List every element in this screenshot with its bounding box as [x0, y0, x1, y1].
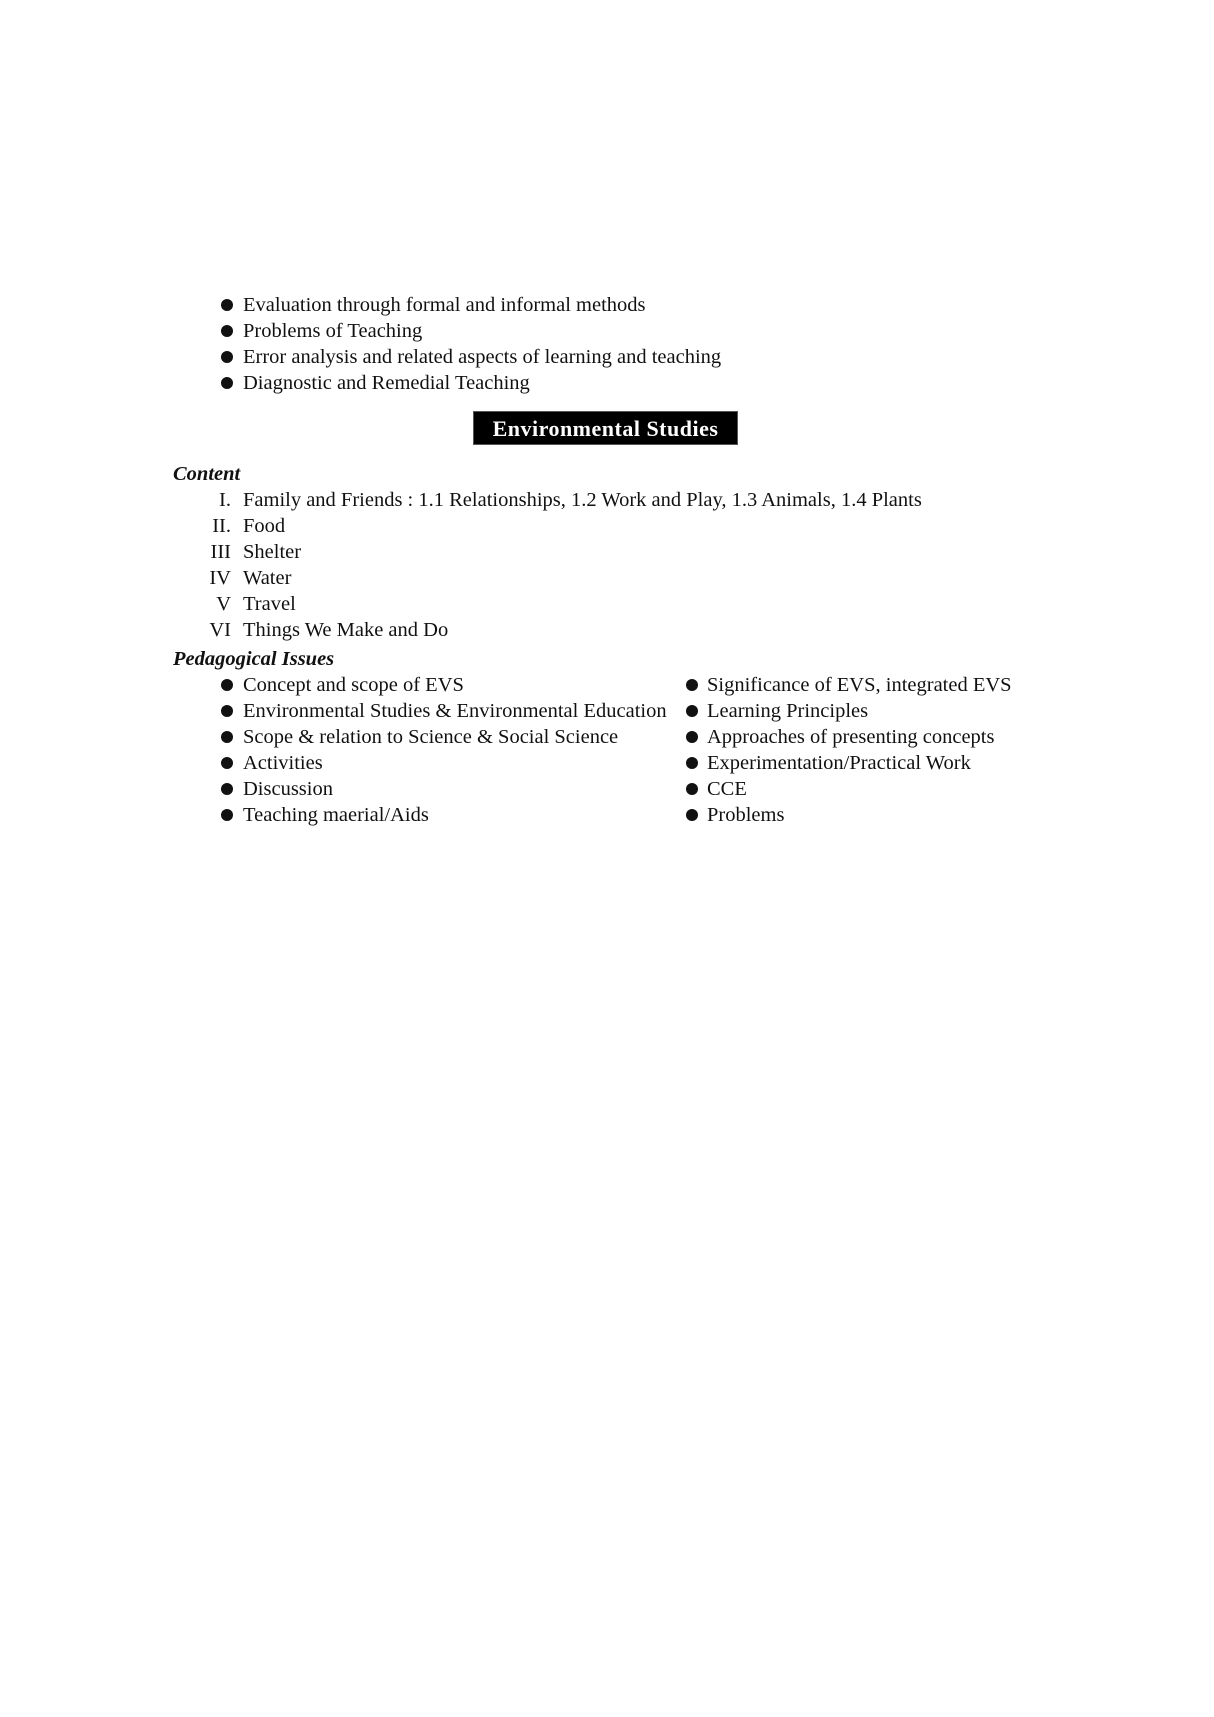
- section-title: Environmental Studies: [473, 411, 738, 445]
- list-item: Significance of EVS, integrated EVS: [707, 674, 1012, 696]
- bullet-icon: [221, 679, 233, 691]
- bullet-icon: [686, 705, 698, 717]
- list-item: Teaching maerial/Aids: [243, 804, 429, 826]
- bullet-icon: [686, 809, 698, 821]
- content-item: Food: [243, 515, 286, 537]
- list-item: Scope & relation to Science & Social Science: [243, 726, 619, 748]
- list-item: Discussion: [243, 778, 333, 800]
- list-item: Concept and scope of EVS: [243, 674, 464, 696]
- item-numeral: II.: [212, 515, 231, 537]
- list-item: Diagnostic and Remedial Teaching: [243, 372, 530, 394]
- content-item: Shelter: [243, 541, 302, 563]
- list-item: Learning Principles: [707, 700, 869, 722]
- list-item: Evaluation through formal and informal methods: [243, 294, 646, 316]
- list-item: Problems: [707, 804, 785, 826]
- bullet-icon: [221, 705, 233, 717]
- bullet-icon: [686, 731, 698, 743]
- bullet-icon: [221, 351, 233, 363]
- bullet-icon: [686, 783, 698, 795]
- bullet-icon: [221, 809, 233, 821]
- content-item: Travel: [243, 593, 296, 615]
- list-item: Environmental Studies & Environmental Education: [243, 700, 667, 722]
- list-item: Error analysis and related aspects of learning and teaching: [243, 346, 722, 368]
- content-item: Things We Make and Do: [243, 619, 449, 641]
- item-numeral: I.: [219, 489, 231, 511]
- list-item: Problems of Teaching: [243, 320, 423, 342]
- content-item: Family and Friends : 1.1 Relationships, 1.2 Work and Play, 1.3 Animals, 1.4 Plants: [243, 489, 922, 511]
- pedagogical-heading: Pedagogical Issues: [173, 648, 335, 670]
- item-numeral: IV: [209, 567, 231, 589]
- bullet-icon: [686, 679, 698, 691]
- bullet-icon: [221, 731, 233, 743]
- bullet-icon: [221, 783, 233, 795]
- content-heading: Content: [173, 463, 241, 485]
- list-item: CCE: [707, 778, 747, 800]
- list-item: Approaches of presenting concepts: [707, 726, 995, 748]
- list-item: Activities: [243, 752, 323, 774]
- item-numeral: VI: [209, 619, 231, 641]
- content-item: Water: [243, 567, 292, 589]
- bullet-icon: [221, 377, 233, 389]
- bullet-icon: [221, 757, 233, 769]
- bullet-icon: [221, 325, 233, 337]
- item-numeral: III: [210, 541, 231, 563]
- bullet-icon: [221, 299, 233, 311]
- item-numeral: V: [216, 593, 231, 615]
- list-item: Experimentation/Practical Work: [707, 752, 971, 774]
- bullet-icon: [686, 757, 698, 769]
